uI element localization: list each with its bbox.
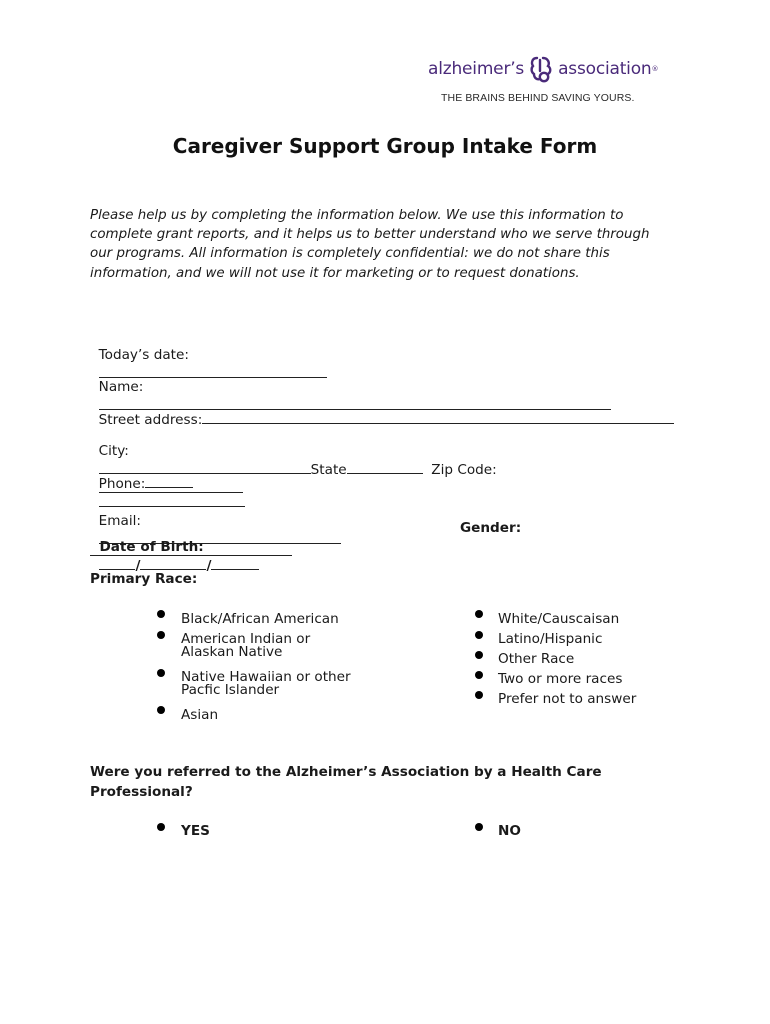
race-option-white[interactable]	[498, 613, 619, 626]
form-title: Caregiver Support Group Intake Form	[172, 134, 598, 158]
gender-label: Gender:	[460, 520, 522, 536]
race-option-latino[interactable]	[498, 633, 602, 646]
race-option-latino-bullet[interactable]	[475, 631, 483, 639]
state-field[interactable]	[347, 460, 423, 474]
intro-paragraph: Please help us by completing the information below. We use this information to complete grant reports, and it helps us to better understand who we serve through our programs. All information is completely confidential: we do not share this information, and we will not use it for marketing or to request donations.	[90, 208, 650, 281]
city-label: City:	[98, 443, 129, 459]
email-label: Email:	[98, 513, 141, 529]
zip-code-label: Zip Code:	[431, 462, 497, 478]
alzheimers-association-logo	[428, 54, 668, 104]
logo-trademark: ®	[651, 65, 659, 73]
race-option-two-or-more[interactable]	[498, 673, 622, 686]
race-option-american-indian[interactable]	[181, 633, 310, 658]
race-option-other-bullet[interactable]	[475, 651, 483, 659]
phone-number-field[interactable]	[99, 493, 245, 507]
todays-date-label: Today’s date:	[98, 347, 189, 363]
name-label: Name:	[98, 379, 144, 395]
phone-label: Phone:	[98, 476, 146, 492]
race-option-label: Two or more races	[498, 671, 623, 687]
date-of-birth-label: Date of Birth:	[99, 539, 204, 555]
referral-yes-label: YES	[181, 823, 210, 839]
street-address-label: Street address:	[98, 412, 203, 428]
dob-day-field[interactable]	[140, 556, 206, 570]
dob-separator-2: /	[206, 558, 212, 574]
dob-separator-1: /	[135, 558, 141, 574]
logo-word-left: alzheimer’s	[428, 59, 525, 79]
race-option-label: Other Race	[498, 651, 575, 667]
race-option-prefer-not[interactable]	[498, 693, 636, 706]
race-option-label: White/Causcaisan	[498, 611, 620, 627]
logo-brain-mark-icon	[528, 55, 554, 83]
race-option-asian[interactable]	[181, 709, 218, 722]
race-option-asian-bullet[interactable]	[157, 706, 165, 714]
race-option-two-or-more-bullet[interactable]	[475, 671, 483, 679]
logo-word-right: association	[558, 59, 652, 79]
race-option-label: Latino/Hispanic	[498, 631, 603, 647]
race-option-black[interactable]	[181, 613, 339, 626]
referral-yes-bullet[interactable]	[157, 823, 165, 831]
referral-no-label: NO	[498, 823, 521, 839]
phone-area-code-field[interactable]	[145, 474, 193, 488]
race-option-label: Prefer not to answer	[498, 691, 637, 707]
primary-race-label: Primary Race:	[90, 571, 198, 587]
race-option-native-hawaiian[interactable]	[181, 671, 351, 696]
state-label: State	[310, 462, 347, 478]
race-option-native-hawaiian-bullet[interactable]	[157, 669, 165, 677]
race-option-black-bullet[interactable]	[157, 610, 165, 618]
race-option-american-indian-bullet[interactable]	[157, 631, 165, 639]
gender-field[interactable]	[90, 542, 292, 556]
race-option-other[interactable]	[498, 653, 574, 666]
referral-yes-option[interactable]	[181, 825, 210, 838]
referral-no-option[interactable]	[498, 825, 521, 838]
race-option-label: Black/African American	[181, 611, 339, 627]
referral-question: Were you referred to the Alzheimer’s Association by a Health Care Professional?	[90, 764, 602, 800]
dob-month-field[interactable]	[99, 556, 135, 570]
race-option-white-bullet[interactable]	[475, 610, 483, 618]
referral-no-bullet[interactable]	[475, 823, 483, 831]
dob-year-field[interactable]	[211, 556, 259, 570]
race-option-prefer-not-bullet[interactable]	[475, 691, 483, 699]
street-address-field[interactable]	[202, 410, 674, 424]
race-option-label: Asian	[181, 707, 219, 723]
race-option-label: Native Hawaiian or other Pacfic Islander	[181, 669, 351, 698]
logo-tagline: THE BRAINS BEHIND SAVING YOURS.	[441, 92, 635, 104]
race-option-label: American Indian or Alaskan Native	[181, 631, 311, 660]
